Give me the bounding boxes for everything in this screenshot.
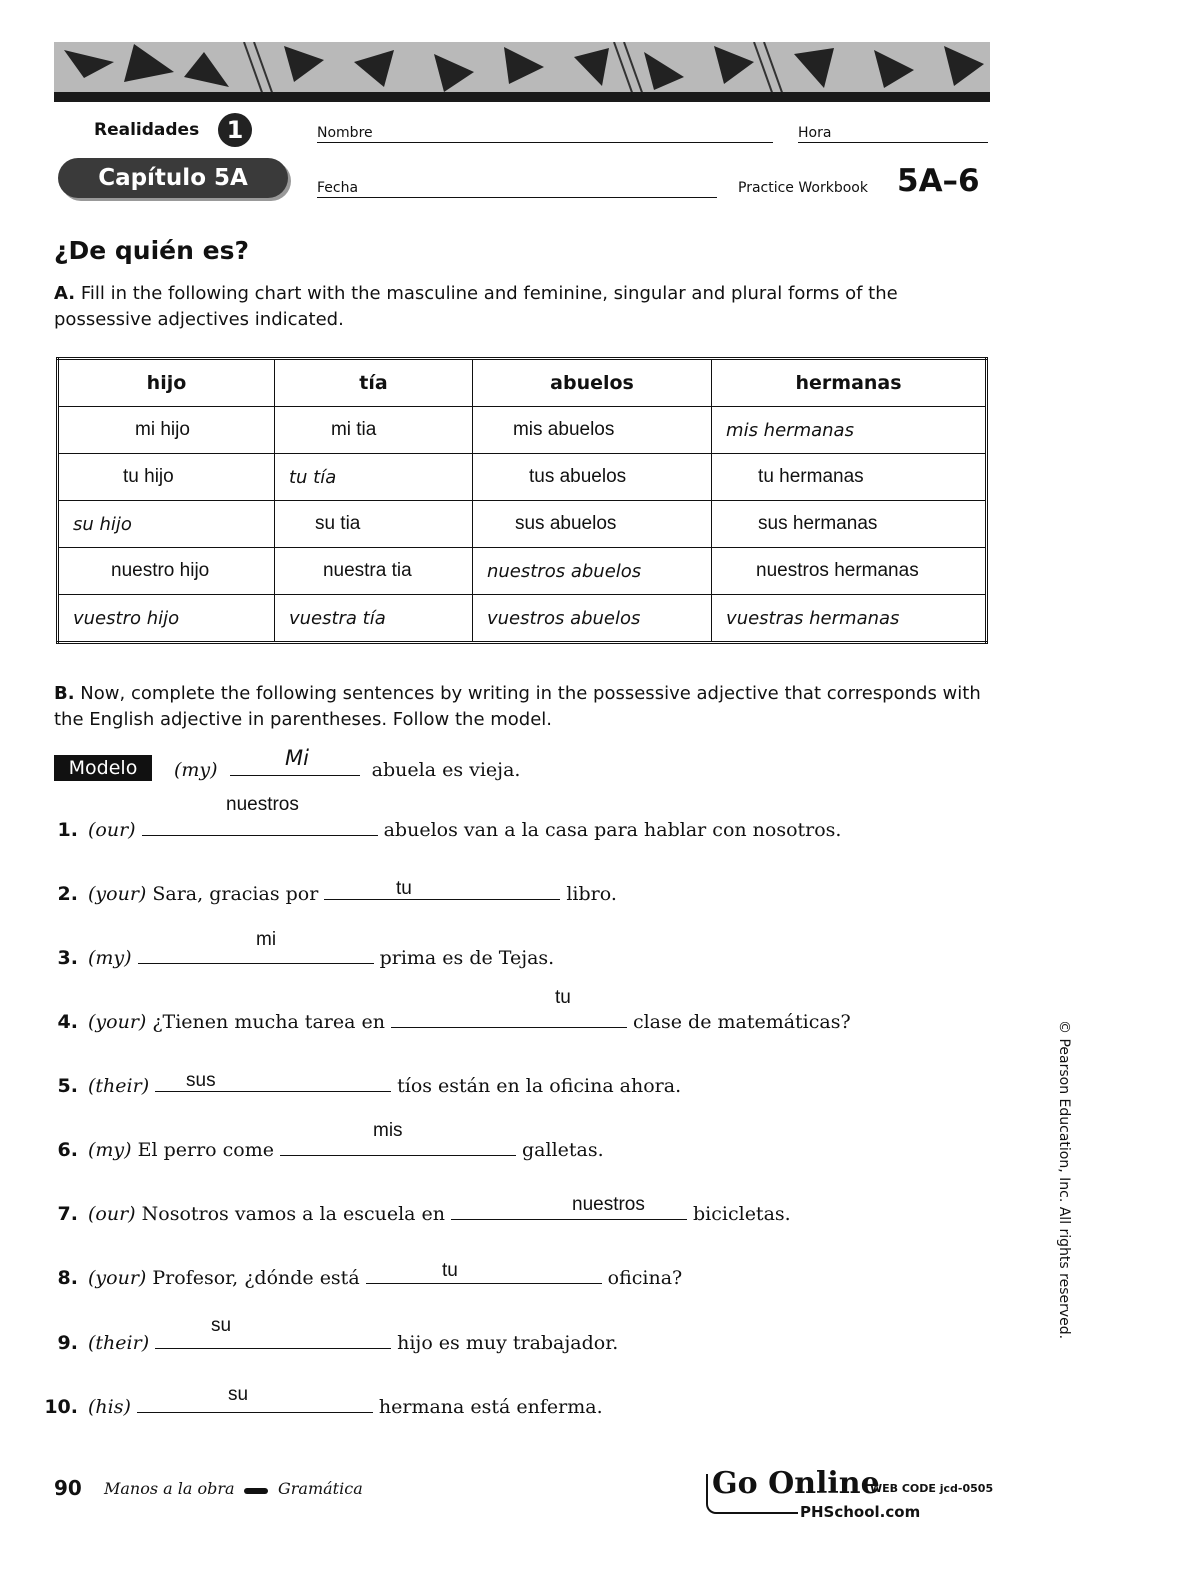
handwritten-answer: su — [228, 1384, 249, 1405]
sentence-number: 6. — [57, 1139, 78, 1161]
sentence-9 — [42, 1330, 618, 1354]
sentence-number: 1. — [57, 819, 78, 841]
handwritten-answer: su — [211, 1315, 232, 1336]
go-online-logo[interactable]: Go Online — [712, 1466, 880, 1501]
chart-row — [58, 595, 987, 643]
chart-row — [58, 407, 987, 454]
answer-blank[interactable] — [137, 1394, 373, 1413]
part-a-text: Fill in the following chart with the masculine and feminine, singular and plural forms of the possessive adjectives indicated. — [54, 283, 898, 330]
sentence-after: abuelos van a la casa para hablar con nosotros. — [383, 819, 842, 841]
sentence-before: Profesor, ¿dónde está — [152, 1267, 360, 1289]
banner-pattern-icon — [54, 42, 990, 98]
chart-row — [58, 548, 987, 595]
answer-blank[interactable] — [142, 817, 378, 836]
chart-cell: vuestros abuelos — [472, 595, 711, 643]
answer-blank[interactable] — [366, 1265, 602, 1284]
sentence-after: prima es de Tejas. — [379, 947, 555, 969]
sentence-number: 3. — [57, 947, 78, 969]
chart-cell[interactable]: nuestra tia — [274, 548, 472, 595]
hora-field[interactable] — [798, 126, 988, 143]
chart-header-row — [58, 359, 987, 407]
sentence-number: 4. — [57, 1011, 78, 1033]
chart-cell[interactable]: su tia — [274, 501, 472, 548]
sentence-3 — [42, 945, 554, 969]
banner-underline — [54, 92, 990, 102]
fecha-label: Fecha — [317, 180, 359, 196]
part-a-letter: A. — [54, 283, 76, 304]
sentence-hint: (their) — [88, 1332, 150, 1354]
chart-cell[interactable]: nuestro hijo — [58, 548, 275, 595]
sentence-before: ¿Tienen mucha tarea en — [152, 1011, 385, 1033]
sentence-number: 5. — [57, 1075, 78, 1097]
sentence-number: 10. — [44, 1396, 78, 1418]
sentence-hint: (my) — [88, 1139, 132, 1161]
chart-cell[interactable]: tus abuelos — [472, 454, 711, 501]
handwritten-answer: mis — [373, 1120, 403, 1141]
chart-header-abuelos: abuelos — [472, 359, 711, 407]
nombre-field[interactable] — [317, 126, 773, 143]
modelo-answer: Mi — [285, 746, 309, 770]
chart-cell: vuestro hijo — [58, 595, 275, 643]
chart-cell: vuestras hermanas — [712, 595, 987, 643]
sentence-hint: (our) — [88, 819, 136, 841]
handwritten-answer: tu — [555, 987, 571, 1008]
chart-cell: tu tía — [274, 454, 472, 501]
sentence-hint: (our) — [88, 1203, 136, 1225]
sentence-after: tíos están en la oficina ahora. — [397, 1075, 682, 1097]
sentence-number: 9. — [57, 1332, 78, 1354]
sentence-1 — [42, 817, 841, 841]
sentence-before: Sara, gracias por — [152, 883, 319, 905]
chapter-pill: Capítulo 5A — [58, 158, 288, 198]
sentence-after: hermana está enferma. — [378, 1396, 603, 1418]
modelo-label: Modelo — [54, 755, 152, 781]
part-b-letter: B. — [54, 683, 75, 704]
footer-divider — [244, 1488, 268, 1494]
chart-cell[interactable]: tu hijo — [58, 454, 275, 501]
sentence-after: galletas. — [522, 1139, 604, 1161]
chart-header-tia: tía — [274, 359, 472, 407]
sentence-7 — [42, 1201, 791, 1225]
chart-cell[interactable]: nuestros hermanas — [712, 548, 987, 595]
sentence-after: clase de matemáticas? — [632, 1011, 851, 1033]
sentence-hint: (your) — [88, 1011, 147, 1033]
sentence-number: 2. — [57, 883, 78, 905]
sentence-10 — [42, 1394, 603, 1418]
chart-row — [58, 454, 987, 501]
level-badge: 1 — [218, 113, 252, 147]
handwritten-answer: tu — [442, 1260, 458, 1281]
modelo-hint: (my) — [174, 759, 218, 781]
sentence-hint: (my) — [88, 947, 132, 969]
sentence-before: El perro come — [137, 1139, 275, 1161]
sentence-8 — [42, 1265, 682, 1289]
decorative-banner — [54, 42, 990, 98]
chart-header-hermanas: hermanas — [712, 359, 987, 407]
sentence-after: hijo es muy trabajador. — [397, 1332, 619, 1354]
sentence-hint: (their) — [88, 1075, 150, 1097]
possessive-chart — [56, 357, 988, 644]
part-b-instruction — [54, 681, 990, 733]
series-label: Realidades — [94, 120, 200, 140]
sentence-after: libro. — [566, 883, 617, 905]
modelo-sentence — [174, 757, 520, 781]
answer-blank[interactable] — [324, 881, 560, 900]
sentence-number: 7. — [57, 1203, 78, 1225]
handwritten-answer: nuestros — [572, 1194, 645, 1215]
chart-cell[interactable]: mi hijo — [58, 407, 275, 454]
chart-cell[interactable]: tu hermanas — [712, 454, 987, 501]
chart-cell[interactable]: mis abuelos — [472, 407, 711, 454]
handwritten-answer: sus — [186, 1070, 216, 1091]
page-title: ¿De quién es? — [54, 236, 249, 265]
sentence-2 — [42, 881, 617, 905]
sentence-after: bicicletas. — [693, 1203, 791, 1225]
sentence-hint: (your) — [88, 883, 147, 905]
part-a-instruction — [54, 281, 990, 333]
sentence-6 — [42, 1137, 604, 1161]
answer-blank[interactable] — [451, 1201, 687, 1220]
workbook-label: Practice Workbook — [738, 180, 868, 196]
web-code: WEB CODE jcd-0505 — [870, 1482, 994, 1495]
fecha-field[interactable] — [317, 181, 717, 198]
hora-label: Hora — [798, 125, 832, 141]
handwritten-answer: mi — [256, 929, 277, 950]
sentence-number: 8. — [57, 1267, 78, 1289]
sentence-hint: (your) — [88, 1267, 147, 1289]
sentence-5 — [42, 1073, 681, 1097]
workbook-code: 5A–6 — [897, 163, 980, 199]
nombre-label: Nombre — [317, 125, 373, 141]
handwritten-answer: nuestros — [226, 794, 299, 815]
chart-row — [58, 501, 987, 548]
answer-blank[interactable] — [155, 1330, 391, 1349]
answer-blank[interactable] — [391, 1009, 627, 1028]
chart-cell[interactable]: sus hermanas — [712, 501, 987, 548]
sentence-before: Nosotros vamos a la escuela en — [141, 1203, 446, 1225]
chart-cell: mis hermanas — [712, 407, 987, 454]
chart-cell[interactable]: sus abuelos — [472, 501, 711, 548]
sentence-hint: (his) — [88, 1396, 131, 1418]
modelo-rest: abuela es vieja. — [371, 759, 521, 781]
copyright-notice: © Pearson Education, Inc. All rights reserved. — [1056, 1020, 1072, 1340]
chart-cell[interactable]: mi tia — [274, 407, 472, 454]
chart-cell: vuestra tía — [274, 595, 472, 643]
handwritten-answer: tu — [396, 878, 412, 899]
footer-section: Manos a la obra — [104, 1479, 235, 1498]
sentence-4 — [42, 1009, 851, 1033]
page-number: 90 — [54, 1476, 82, 1500]
part-b-text: Now, complete the following sentences by writing in the possessive adjective that corresponds with the English adjective in parentheses. Follow the model. — [54, 683, 981, 730]
footer-subsection: Gramática — [278, 1479, 363, 1498]
chart-header-hijo: hijo — [58, 359, 275, 407]
sentence-after: oficina? — [607, 1267, 683, 1289]
chart-cell: su hijo — [58, 501, 275, 548]
phschool-link[interactable]: PHSchool.com — [800, 1503, 921, 1521]
chart-cell: nuestros abuelos — [472, 548, 711, 595]
